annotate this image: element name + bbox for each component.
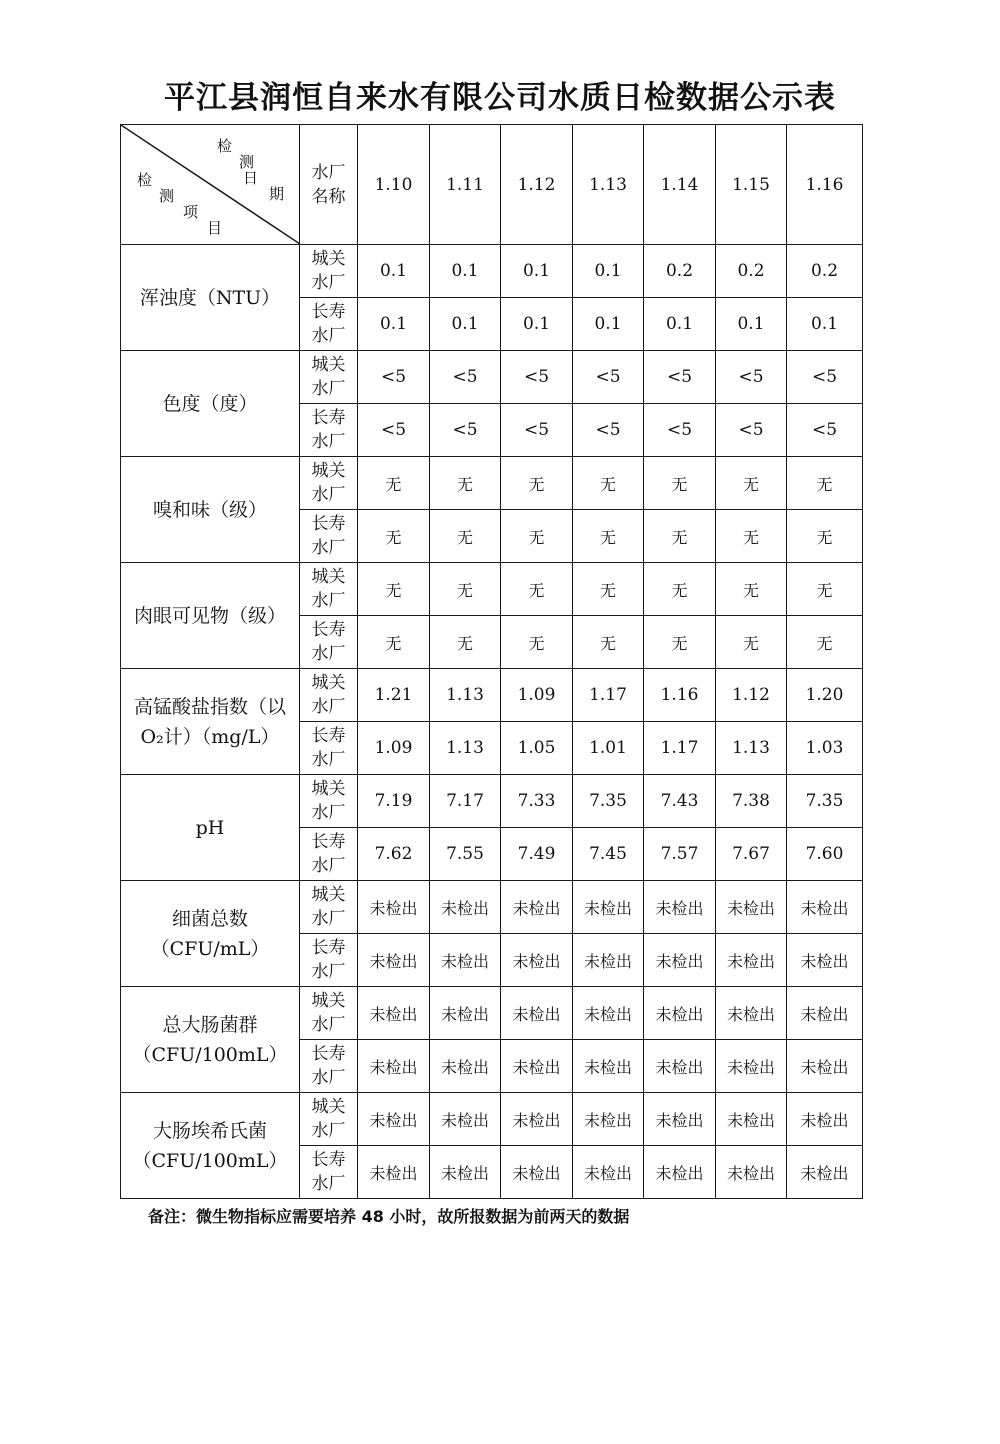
corner-label-char: 目 [207,219,223,237]
value-cell: <5 [501,351,573,404]
value-cell: 未检出 [358,1093,430,1146]
value-cell: 未检出 [358,1040,430,1093]
value-cell: 7.57 [644,828,716,881]
plant-name-header: 水厂 名称 [300,125,358,245]
value-cell: 未检出 [573,1146,644,1199]
table-row [121,669,863,722]
value-cell: 7.19 [358,775,430,828]
value-cell: 未检出 [501,1146,573,1199]
value-cell: 未检出 [573,881,644,934]
table-row [121,457,863,510]
value-cell: 未检出 [430,934,501,987]
plant-name-cell: 长寿 水厂 [300,828,358,881]
plant-name-cell: 城关 水厂 [300,881,358,934]
plant-name-cell: 城关 水厂 [300,775,358,828]
value-cell: 无 [787,616,863,669]
value-cell: 1.16 [644,669,716,722]
value-cell: 0.1 [430,245,501,298]
page-title: 平江县润恒自来水有限公司水质日检数据公示表 [164,80,836,116]
plant-name-cell: 城关 水厂 [300,351,358,404]
plant-name-cell: 长寿 水厂 [300,510,358,563]
value-cell: 未检出 [716,1040,787,1093]
value-cell: 0.1 [787,298,863,351]
value-cell: 无 [716,510,787,563]
plant-name-cell: 城关 水厂 [300,1093,358,1146]
corner-label-char: 测 [159,187,175,205]
plant-name-cell: 城关 水厂 [300,245,358,298]
test-item-name [121,669,300,775]
footnote: 备注：微生物指标应需要培养 48 小时，故所报数据为前两天的数据 [148,1207,630,1226]
table-row [121,775,863,828]
test-item-name [121,563,300,669]
value-cell: 无 [501,616,573,669]
value-cell: 未检出 [358,934,430,987]
table-row [121,987,863,1040]
value-cell: 0.1 [716,298,787,351]
test-item-name-line: 肉眼可见物（级） [133,604,286,627]
value-cell: 未检出 [644,1093,716,1146]
value-cell: 未检出 [430,987,501,1040]
test-item-name-line: O₂计）（mg/L） [140,725,280,748]
value-cell: 1.13 [716,722,787,775]
test-item-name-line: 细菌总数 [171,907,248,930]
value-cell: 0.1 [573,298,644,351]
test-item-name [121,457,300,563]
test-item-name-line: 总大肠菌群 [162,1013,258,1036]
value-cell: <5 [430,404,501,457]
value-cell: 无 [716,457,787,510]
value-cell: <5 [501,404,573,457]
value-cell: 未检出 [573,987,644,1040]
value-cell: 未检出 [501,1093,573,1146]
value-cell: 未检出 [716,1146,787,1199]
test-item-name-line: （CFU/100mL） [132,1149,288,1172]
value-cell: 无 [430,510,501,563]
date-header: 1.13 [573,125,644,245]
value-cell: 7.62 [358,828,430,881]
plant-name-cell: 城关 水厂 [300,669,358,722]
test-item-name-line: （CFU/mL） [150,937,270,960]
value-cell: <5 [787,404,863,457]
value-cell: 1.17 [644,722,716,775]
value-cell: 无 [573,616,644,669]
value-cell: 1.03 [787,722,863,775]
table-row [121,1093,863,1146]
value-cell: 未检出 [644,881,716,934]
plant-name-cell: 长寿 水厂 [300,934,358,987]
test-item-name-line: 高锰酸盐指数（以 [133,695,286,718]
value-cell: 0.2 [644,245,716,298]
value-cell: 未检出 [787,934,863,987]
value-cell: 未检出 [430,1146,501,1199]
date-header: 1.10 [358,125,430,245]
value-cell: 未检出 [501,881,573,934]
value-cell: 未检出 [430,1040,501,1093]
plant-name-cell: 长寿 水厂 [300,722,358,775]
value-cell: 未检出 [644,1040,716,1093]
value-cell: 无 [716,563,787,616]
table-row [121,351,863,404]
corner-label-char: 测 [239,153,255,171]
value-cell: 7.35 [787,775,863,828]
value-cell: 1.05 [501,722,573,775]
test-item-name [121,1093,300,1199]
value-cell: <5 [716,351,787,404]
value-cell: 0.1 [644,298,716,351]
diagonal-header-cell [121,125,300,245]
value-cell: 1.21 [358,669,430,722]
value-cell: <5 [430,351,501,404]
value-cell: 无 [501,563,573,616]
value-cell: 未检出 [430,881,501,934]
table-row [121,245,863,298]
test-item-name-line: 大肠埃希氏菌 [152,1119,267,1142]
value-cell: 0.2 [787,245,863,298]
value-cell: 无 [644,457,716,510]
plant-name-cell: 城关 水厂 [300,563,358,616]
value-cell: 0.2 [716,245,787,298]
value-cell: 1.09 [501,669,573,722]
value-cell: 7.67 [716,828,787,881]
test-item-name-line: 色度（度） [162,392,258,415]
value-cell: 未检出 [358,1146,430,1199]
value-cell: 未检出 [358,987,430,1040]
value-cell: 无 [430,457,501,510]
value-cell: 7.55 [430,828,501,881]
value-cell: 未检出 [716,987,787,1040]
value-cell: 7.49 [501,828,573,881]
value-cell: 7.17 [430,775,501,828]
value-cell: 未检出 [573,934,644,987]
value-cell: 无 [573,563,644,616]
value-cell: 未检出 [716,934,787,987]
value-cell: 未检出 [501,987,573,1040]
date-header: 1.16 [787,125,863,245]
value-cell: 未检出 [716,1093,787,1146]
value-cell: 未检出 [644,987,716,1040]
test-item-name [121,245,300,351]
value-cell: 0.1 [573,245,644,298]
value-cell: 未检出 [573,1040,644,1093]
value-cell: 0.1 [358,298,430,351]
value-cell: 无 [644,616,716,669]
value-cell: 0.1 [430,298,501,351]
value-cell: <5 [573,351,644,404]
value-cell: 无 [644,563,716,616]
plant-name-cell: 长寿 水厂 [300,1040,358,1093]
value-cell: 未检出 [787,1040,863,1093]
corner-label-char: 期 [269,185,285,203]
value-cell: 无 [430,616,501,669]
value-cell: 7.45 [573,828,644,881]
date-header: 1.14 [644,125,716,245]
date-header: 1.15 [716,125,787,245]
value-cell: 7.35 [573,775,644,828]
plant-name-cell: 长寿 水厂 [300,404,358,457]
test-item-name-line: 嗅和味（级） [152,498,267,521]
value-cell: 1.13 [430,722,501,775]
value-cell: 无 [716,616,787,669]
value-cell: 无 [358,457,430,510]
value-cell: 无 [358,563,430,616]
test-item-name-line: 浑浊度（NTU） [139,286,281,309]
plant-name-cell: 城关 水厂 [300,457,358,510]
value-cell: 1.12 [716,669,787,722]
value-cell: 未检出 [787,1093,863,1146]
value-cell: 未检出 [430,1093,501,1146]
value-cell: 未检出 [644,1146,716,1199]
value-cell: 未检出 [644,934,716,987]
value-cell: 无 [787,563,863,616]
value-cell: <5 [644,404,716,457]
value-cell: 无 [787,457,863,510]
value-cell: 无 [501,457,573,510]
table-row [121,881,863,934]
value-cell: <5 [787,351,863,404]
plant-name-cell: 长寿 水厂 [300,298,358,351]
plant-name-cell: 长寿 水厂 [300,616,358,669]
value-cell: 未检出 [716,881,787,934]
value-cell: 1.09 [358,722,430,775]
date-header: 1.11 [430,125,501,245]
value-cell: <5 [644,351,716,404]
value-cell: 未检出 [501,1040,573,1093]
value-cell: 7.38 [716,775,787,828]
value-cell: 未检出 [573,1093,644,1146]
corner-label-char: 检 [137,171,153,189]
value-cell: 未检出 [358,881,430,934]
value-cell: 无 [644,510,716,563]
value-cell: 0.1 [501,245,573,298]
corner-label-char: 日 [243,169,259,187]
value-cell: 7.60 [787,828,863,881]
water-quality-table [120,124,863,1199]
value-cell: 未检出 [787,987,863,1040]
test-item-name-line: （CFU/100mL） [132,1043,288,1066]
test-item-name [121,775,300,881]
value-cell: 未检出 [787,881,863,934]
value-cell: 无 [358,616,430,669]
value-cell: <5 [358,351,430,404]
value-cell: 0.1 [501,298,573,351]
corner-label-char: 项 [183,203,199,221]
value-cell: 无 [501,510,573,563]
date-header: 1.12 [501,125,573,245]
value-cell: 7.43 [644,775,716,828]
value-cell: 0.1 [358,245,430,298]
test-item-name-line: pH [195,816,225,839]
plant-name-cell: 长寿 水厂 [300,1146,358,1199]
value-cell: 1.17 [573,669,644,722]
corner-label-char: 检 [217,137,233,155]
value-cell: <5 [358,404,430,457]
value-cell: 无 [573,510,644,563]
header-row [121,125,863,245]
value-cell: 无 [430,563,501,616]
test-item-name [121,987,300,1093]
value-cell: <5 [716,404,787,457]
test-item-name [121,881,300,987]
value-cell: <5 [573,404,644,457]
value-cell: 1.20 [787,669,863,722]
value-cell: 1.01 [573,722,644,775]
test-item-name [121,351,300,457]
value-cell: 未检出 [787,1146,863,1199]
value-cell: 1.13 [430,669,501,722]
value-cell: 无 [358,510,430,563]
value-cell: 无 [573,457,644,510]
table-row [121,563,863,616]
value-cell: 无 [787,510,863,563]
value-cell: 7.33 [501,775,573,828]
value-cell: 未检出 [501,934,573,987]
plant-name-cell: 城关 水厂 [300,987,358,1040]
